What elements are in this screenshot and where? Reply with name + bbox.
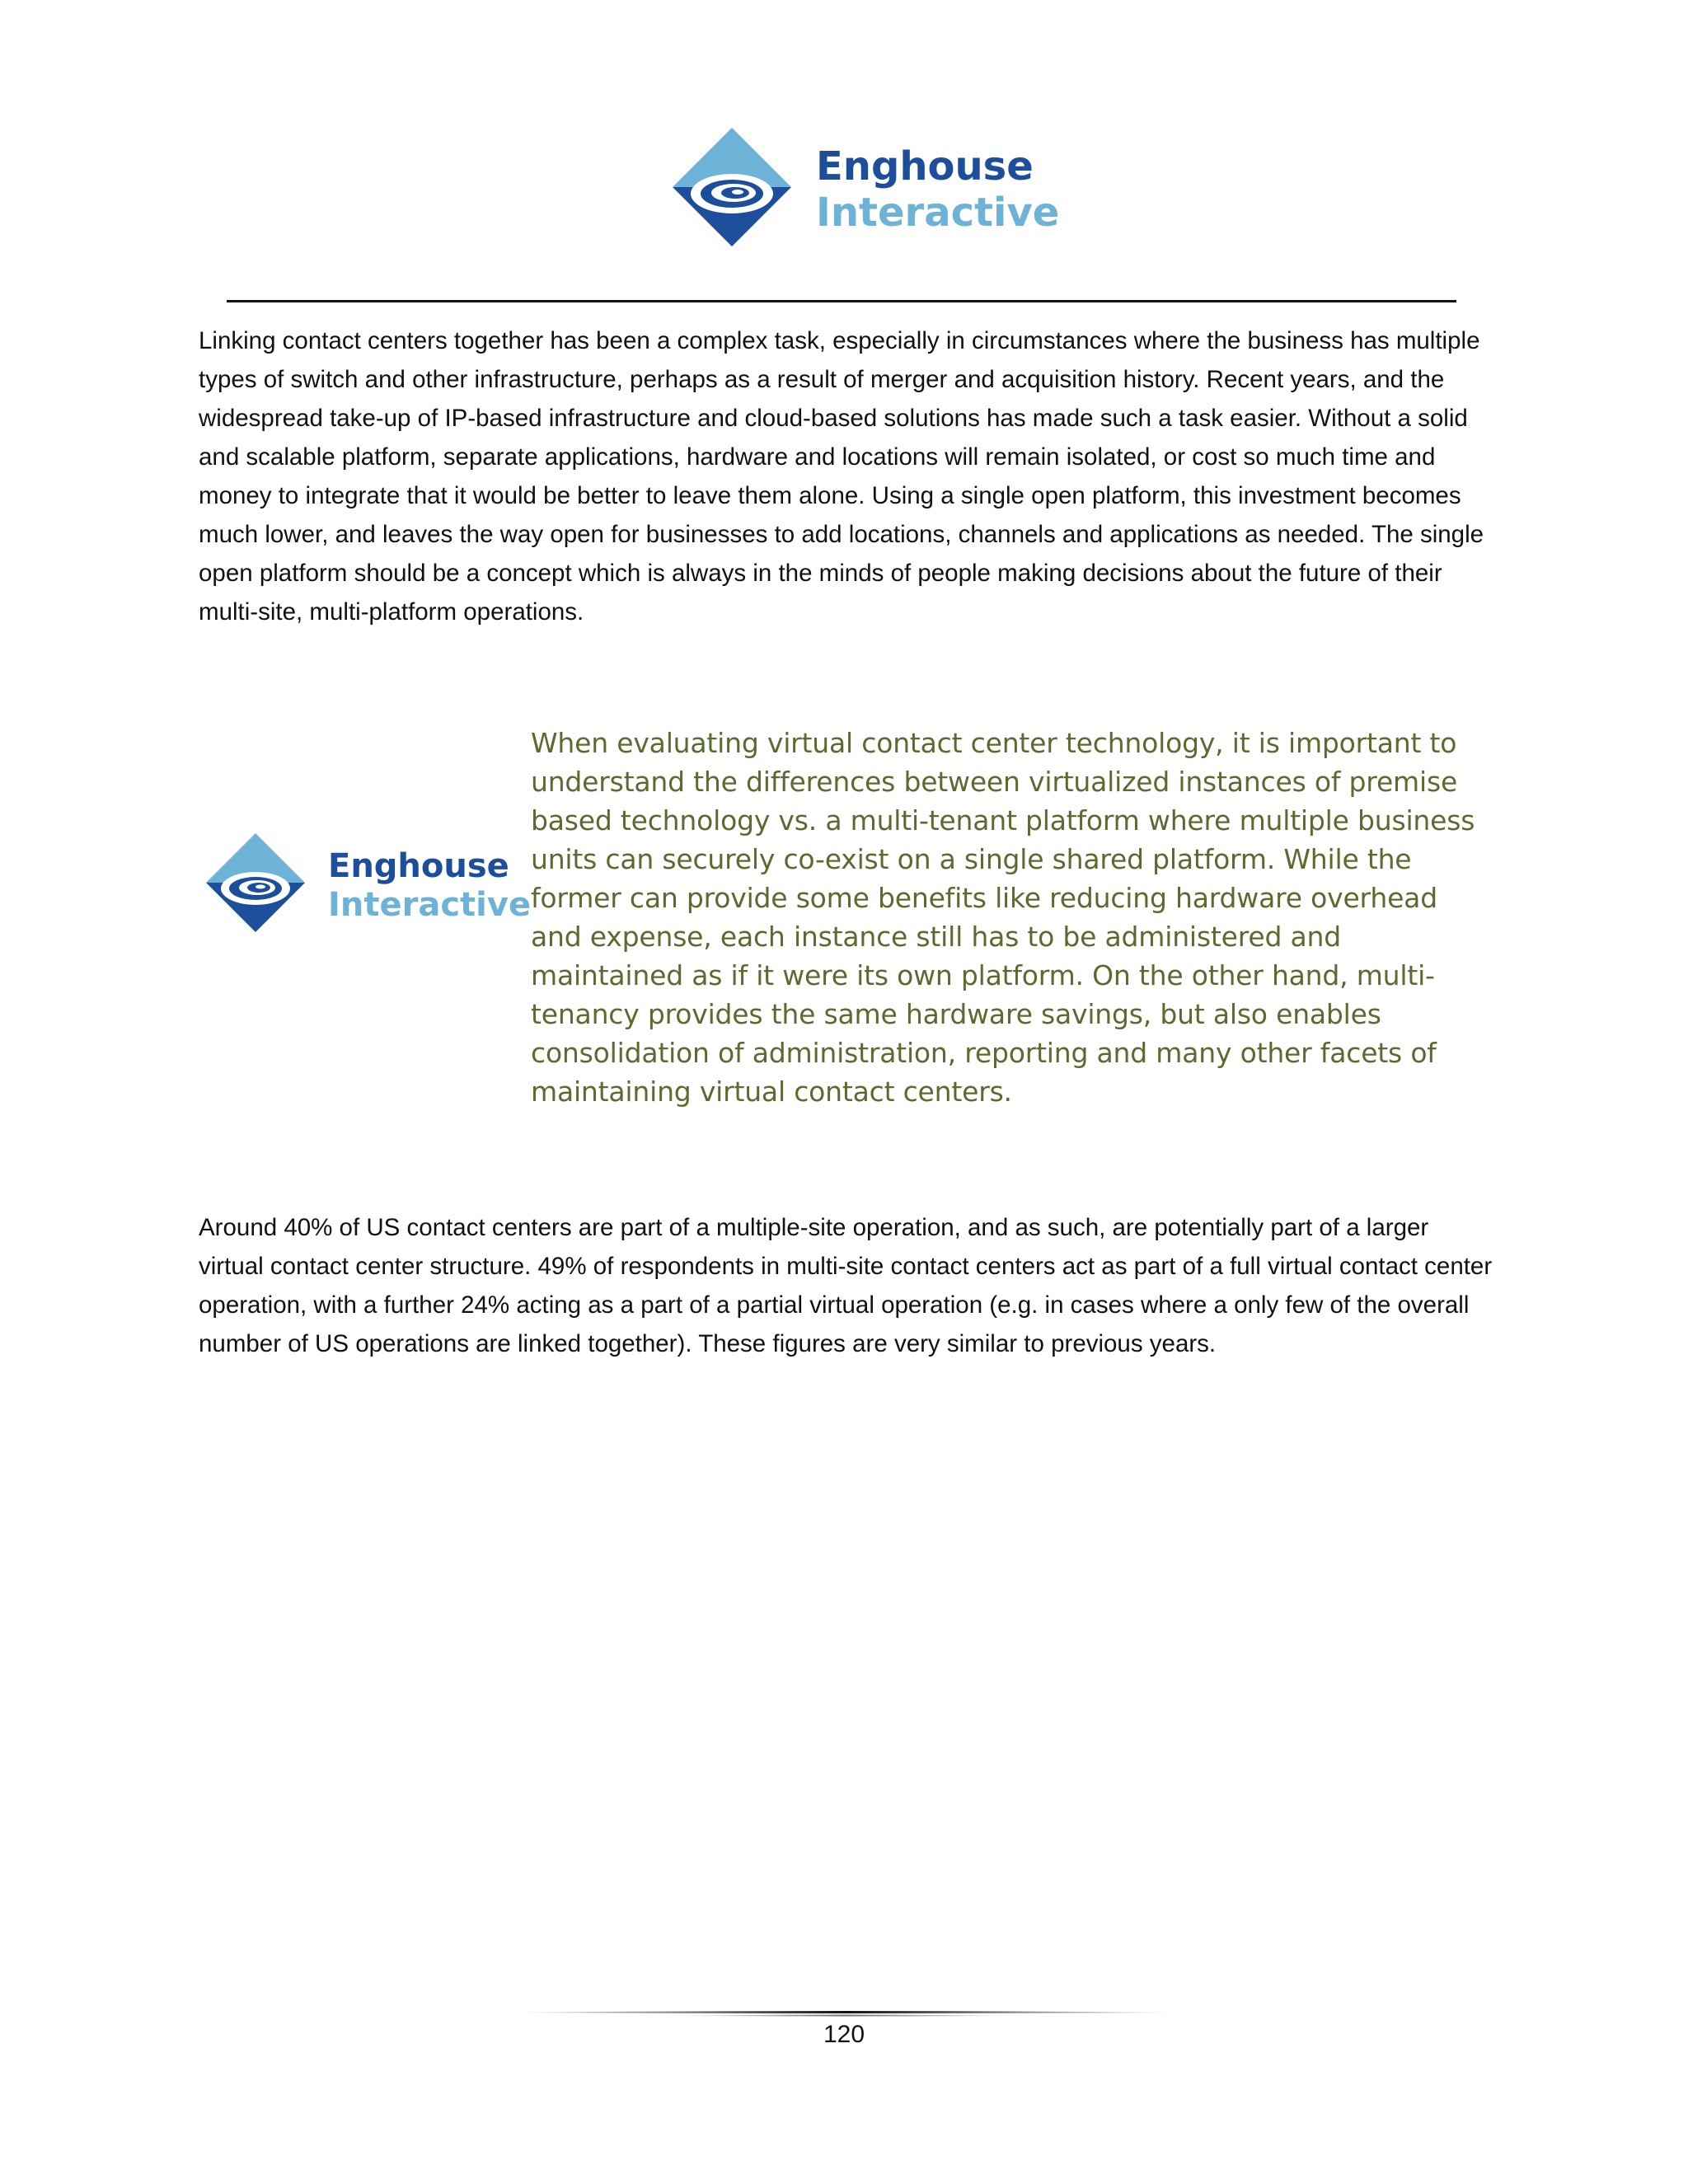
header-logo (672, 124, 1060, 255)
callout-quote: When evaluating virtual contact center technology, it is important to understand the differences between virtualized instances of premise based technology vs. a multi-tenant platform where multiple business units can securely co-exist on a single shared platform. While the former can provide some benefits like reducing hardware overhead and expense, each instance still has to be administered and maintained as if it were its own platform. On the other hand, multi-tenancy provides the same hardware savings, but also enables consolidation of administration, reporting and many other facets of maintaining virtual contact centers. (531, 727, 1475, 1108)
enghouse-logo-icon (206, 830, 532, 940)
page-number: 120 (823, 2021, 865, 2048)
header-divider (227, 300, 1456, 302)
logo-word-2: Interactive (816, 190, 1060, 236)
enghouse-logo-icon (672, 124, 1060, 255)
intro-paragraph: Linking contact centers together has been a complex task, especially in circumstances where the business has multiple types of switch and other infrastructure, perhaps as a result of merger and acquisition history. Recent years, and the widespread take-up of IP-based infrastructure and cloud-based solutions has made such a task easier. Without a solid and scalable platform, separate applications, hardware and locations will remain isolated, or cost so much time and money to integrate that it would be better to leave them alone. Using a single open platform, this investment becomes much lower, and leaves the way open for businesses to add locations, channels and applications as needed. The single open platform should be a concept which is always in the minds of people making decisions about the future of their multi-site, multi-platform operations. (199, 327, 1484, 626)
statistics-paragraph: Around 40% of US contact centers are part of a multiple-site operation, and as such, are potentially part of a larger virtual contact center structure. 49% of respondents in multi-site contact centers act as part of a full virtual contact center operation, with a further 24% acting as a part of a partial virtual operation (e.g. in cases where a only few of the overall number of US operations are linked together). These figures are very similar to previous years. (199, 1214, 1493, 1357)
logo-word-1: Enghouse (816, 143, 1034, 190)
callout-logo-word-1: Enghouse (328, 847, 509, 885)
footer-divider (503, 2008, 1187, 2020)
callout-logo-word-2: Interactive (328, 886, 532, 924)
callout-logo (206, 830, 532, 940)
